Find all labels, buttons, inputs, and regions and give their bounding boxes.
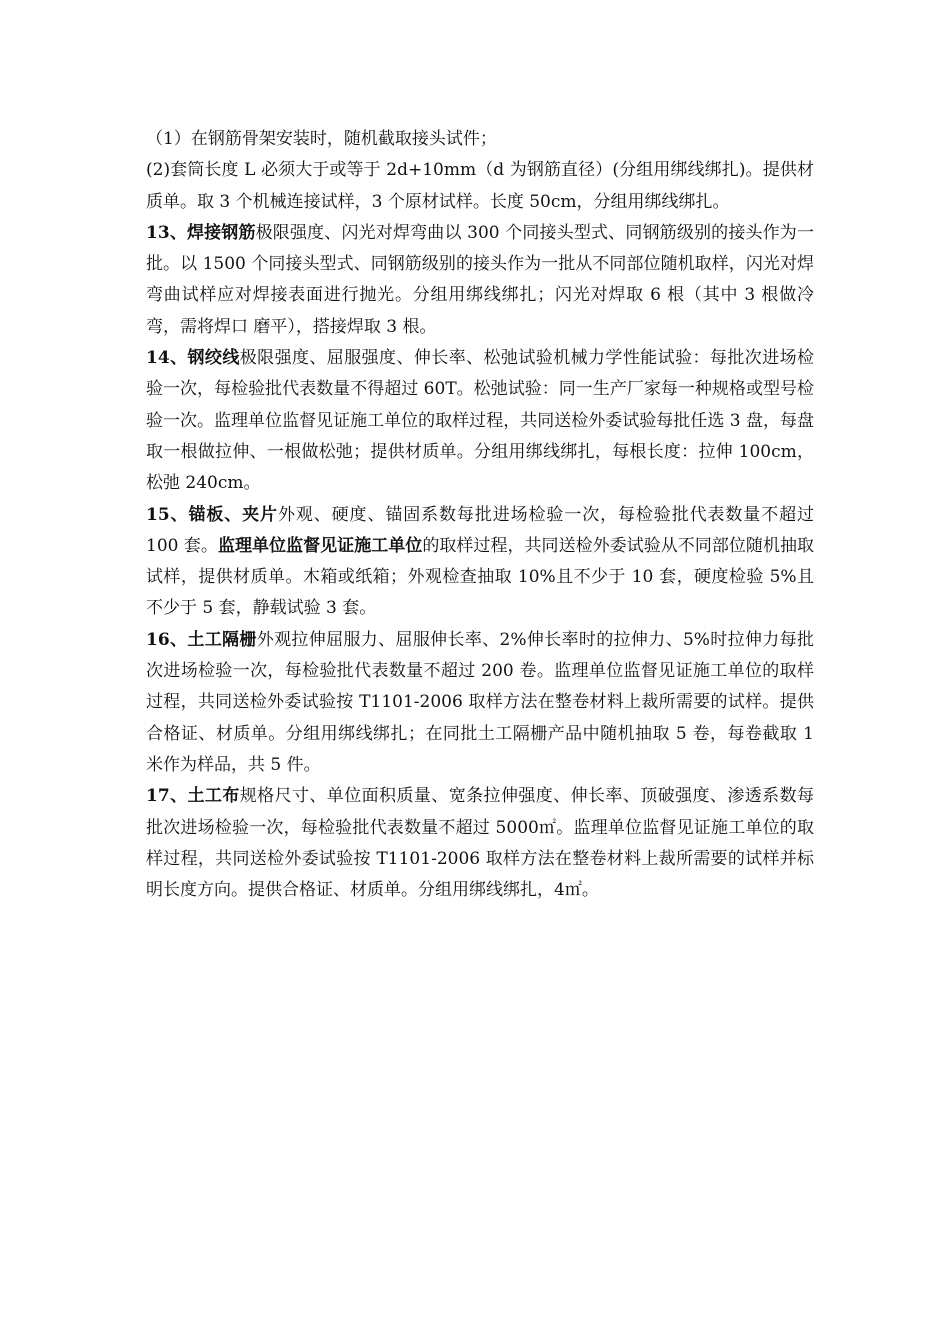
intro-line-1: （1）在钢筋骨架安装时，随机截取接头试件； <box>146 129 497 149</box>
intro-line-2: (2)套筒长度 L 必须大于或等于 2d+10mm（d 为钢筋直径）(分组用绑线绑扎)。提供材质单。取 3 个机械连接试样，3 个原材试样。长度 50cm，分组用绑线绑扎。 <box>146 160 814 212</box>
section-15-bold-text: 监理单位监督见证施工单位 <box>217 535 423 556</box>
section-13-heading: 13、焊接钢筋 <box>146 222 256 243</box>
section-17 <box>146 781 814 906</box>
section-17-text: 规格尺寸、单位面积质量、宽条拉伸强度、伸长率、顶破强度、渗透系数每批次进场检验一次，每检验批代表数量不超过 5000㎡。监理单位监督见证施工单位的取样过程，共同送检外委试验按 T1101-2006 取样方法在整卷材料上裁所需要的试样并标明长度方向。提供合格证、材质单。分组用绑线绑扎，4㎡。 <box>146 786 814 901</box>
section-13-text: 极限强度、闪光对焊弯曲以 300 个同接头型式、同钢筋级别的接头作为一批。以 1500 个同接头型式、同钢筋级别的接头作为一批从不同部位随机取样，闪光对焊弯曲试样应对焊接表面进行抛光。分组用绑线绑扎；闪光对焊取 6 根（其中 3 根做冷弯，需将焊口 磨平），搭接焊取 3 根。 <box>146 222 814 337</box>
section-15-text-b: 的取样过程，共同送检外委试验从不同部位随机抽取试样，提供材质单。木箱或纸箱；外观检查抽取 10%且不少于 10 套，硬度检验 5%且不少于 5 套，静载试验 3 套。 <box>146 535 815 619</box>
section-16-text: 外观拉伸屈服力、屈服伸长率、2%伸长率时的拉伸力、5%时拉伸力每批次进场检验一次，每检验批代表数量不超过 200 卷。监理单位监督见证施工单位的取样过程，共同送检外委试验按 T1101-2006 取样方法在整卷材料上裁所需要的试样。提供合格证、材质单。分组用绑线绑扎；在同批土工隔栅产品中随机抽取 5 卷，每卷截取 1 米作为样品，共 5 件。 <box>146 629 814 775</box>
section-13 <box>146 218 814 343</box>
section-15-heading: 15、锚板、夹片 <box>146 504 278 525</box>
section-15 <box>146 500 814 625</box>
section-16 <box>146 625 814 781</box>
section-15-text-a: 外观、硬度、锚固系数每批进场检验一次，每检验批代表数量不超过 100 套。 <box>146 504 814 556</box>
section-16-heading: 16、土工隔栅 <box>146 629 257 650</box>
section-17-heading: 17、土工布 <box>146 786 240 807</box>
section-14-heading: 14、钢绞线 <box>146 348 240 369</box>
section-14 <box>146 343 814 499</box>
section-14-text: 极限强度、屈服强度、伸长率、松弛试验机械力学性能试验：每批次进场检验一次，每检验批代表数量不得超过 60T。松弛试验：同一生产厂家每一种规格或型号检验一次。监理单位监督见证施工单位的取样过程，共同送检外委试验每批任选 3 盘，每盘取一根做拉伸、一根做松弛；提供材质单。分组用绑线绑扎，每根长度：拉伸 100cm，松弛 240cm。 <box>146 348 814 494</box>
document-body <box>146 124 814 906</box>
